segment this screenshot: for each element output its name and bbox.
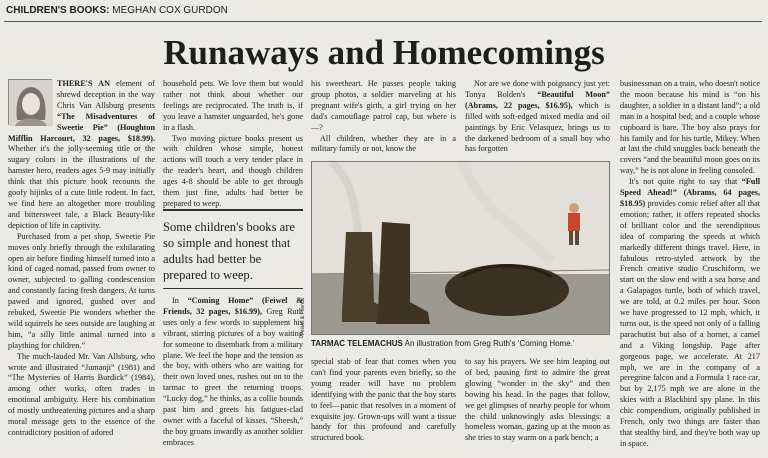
- col5-p1: businessman on a train, who doesn't notice the moon because his mind is “on his daughter, a soldier in a distant land”; a old man in a hospital bed; and a couple whose cupboard is bare. The boy also prays for his family and for his turtle, Mikey. When at last the child snuggles back beneath the covers “and the beautiful moon goes on its way,” he is not alone in feeling consoled.: [620, 79, 760, 176]
- col1-p1b: Whether it's the jolly-seeming title or the sugary colors in the illustrations of the hamster hero, readers ages 5-9 may initially think that this picture book recounts the goofy hijinks of a cute little rodent. In fact, we find here an altogether more troubling and bittersweet tale, a Black Beauty-like depiction of life in captivity.: [8, 144, 155, 230]
- col4-p1a: Nor are we done with poignancy just yet: Tonya Bolden's: [465, 79, 610, 99]
- col3-p1: his sweetheart. He passes people taking group photos, a soldier marveling at his pregnant wife's girth, a girl trying on her dad's camouflage patrol cap, but where is—?: [311, 79, 456, 132]
- illustration-caption: [311, 338, 610, 349]
- illustration: [311, 161, 610, 335]
- book-title-sweetie-pie: “The Misadventures of Sweetie Pie” (Houghton Mifflin Harcourt, 32 pages, $18.99).: [8, 111, 155, 143]
- caption-label: TARMAC TELEMACHUS: [311, 339, 403, 348]
- column-1: [8, 79, 155, 454]
- author-name: MEGHAN COX GURDON: [112, 5, 228, 16]
- col3b-p1: special stab of fear that comes when you can't find your parents even briefly, so the young reader will have no problem identifying with the panic that the boy starts to feel—panic that resolves in a moment of exquisite joy. Grown-ups will want a tissue handy for this profound and carefully structured book.: [311, 357, 456, 443]
- col4-p1b: which is filled with soft-edged mixed media and oil paintings by Eric Velasquez, brings us to the darkened bedroom of a small boy who has forgotten: [465, 100, 610, 154]
- col2b-text: Greg Ruth uses only a few words to supplement his vibrant, stirring pictures of a boy waiting for someone to disembark from a military plane. We feel the hope and the tension as the boy, with others who are waiting for their own loved ones, rushes out on to the tarmac to greet the returning troops. “Lucky dog,” he thinks, as a collie bounds past him and greets his fatigues-clad owner with a faceful of kisses. “Sheesh,” the boy groans inwardly as another soldier embraces: [163, 306, 303, 447]
- article-title: Runaways and Homecomings: [163, 33, 605, 72]
- book-title-full-speed: “Full Speed Ahead!” (Abrams, 64 pages, $18.95): [620, 177, 760, 208]
- column-3-lower: [311, 357, 456, 454]
- column-4-lower: [465, 357, 610, 454]
- col4b-p1: to say his prayers. We see him leaping out of bed, pausing first to admire the great glowing “wonder in the sky” and then bowing his head. In the pages that follow, we get glimpses of nearby people for whom the child unknowingly asks blessings: a homeless woman, gazing up at the moon as she tries to stay warm on a park bench; a: [465, 357, 610, 443]
- column-2-lower: [163, 296, 303, 454]
- col1-p2: Purchased from a pet shop, Sweetie Pie moves only briefly through the exhilarating open air before finding himself turned into a kind of caged nomad, passed from owner to owner, subjected to galling condescension and constantly facing fresh dangers. At turns pawed and ignored, gushed over and rebuked, Sweetie Pie wonders whether the wild squirrels he sees outside are laughing at him, “a silly little animal turned into a plaything for children.”: [8, 231, 155, 350]
- header-rule: [4, 21, 762, 22]
- illustration-drawing: [312, 162, 610, 335]
- col5-p2a: It's not quite right to say that: [629, 177, 742, 187]
- pull-quote: Some children's books are so simple and honest that adults had better be prepared to weep.: [163, 209, 303, 289]
- col1-p3: The much-lauded Mr. Van Allsburg, who wrote and illustrated “Jumanji” (1981) and “The Mysteries of Harris Burdick” (1984), among other works, often trades in emotional ambiguity. Here his combination of mostly unthreatening pictures and a sharp moral message gets to the essence of the contradictory position of adored: [8, 351, 155, 437]
- col5-p2b: provides comic relief after all that emotion; rather, it offers repeated shocks of brilliant color and the serendipitous idea of comparing the speeds at which markedly different things travel. Here, in fabulous retro-styled artwork by the French creative studio Cruschiform, we start on the slow end with a sea horse and a Galapagos turtle, both of which travel, we are told, at 0.2 miles per hour. Soon we have progressed to 12 mph, which, it turns out, is the speed not only of a falling parachutist but also of a hornet, a camel and a Viking longship. Page after gorgeous page, we accelerate. At 217 mph, we are in the company of a peregrine falcon and a Formula 1 race car, but by 2,175 mph we are alone in the skies with a Blackbird spy plane. In this chic compendium, originally published in French, only two things are faster than that stealthy bird, and they're both way up in space.: [620, 198, 760, 448]
- book-title-coming-home: “Coming Home” (Feiwel & Friends, 32 pages, $16.99),: [163, 296, 303, 316]
- section-label: CHILDREN'S BOOKS:: [6, 5, 110, 16]
- col2-p2: Two moving picture books present us with children whose simple, honest actions will touch a very tender place in the reader's heart, and though children ages 4-8 should be able to get through them just fine, adults had better be prepared to weep.: [163, 133, 303, 208]
- duffel-bag: [445, 264, 569, 316]
- book-title-beautiful-moon: “Beautiful Moon” (Abrams, 22 pages, $16.95),: [465, 89, 610, 110]
- column-3: [311, 79, 456, 165]
- lead-in: THERE'S AN: [57, 79, 110, 88]
- caption-text: An illustration from Greg Ruth's ‘Coming Home.’: [402, 339, 575, 348]
- author-portrait: [8, 79, 52, 125]
- illustration-credit: Feiwel & Friends: [300, 297, 306, 335]
- column-5: [620, 79, 760, 454]
- col2-p1: household pets. We love them but would rather not think about whether our feelings are reciprocated. The truth is, if you leave a hamster unguarded, he's gone in a flash.: [163, 79, 303, 132]
- section-header: [6, 4, 228, 18]
- col2b-intro: In: [172, 296, 188, 305]
- column-4: [465, 79, 610, 165]
- col1-p1: element of shrewd deception in the way Chris Van Allsburg presents: [57, 79, 155, 110]
- col3-p2: All children, whether they are in a military family or not, know the: [311, 133, 456, 154]
